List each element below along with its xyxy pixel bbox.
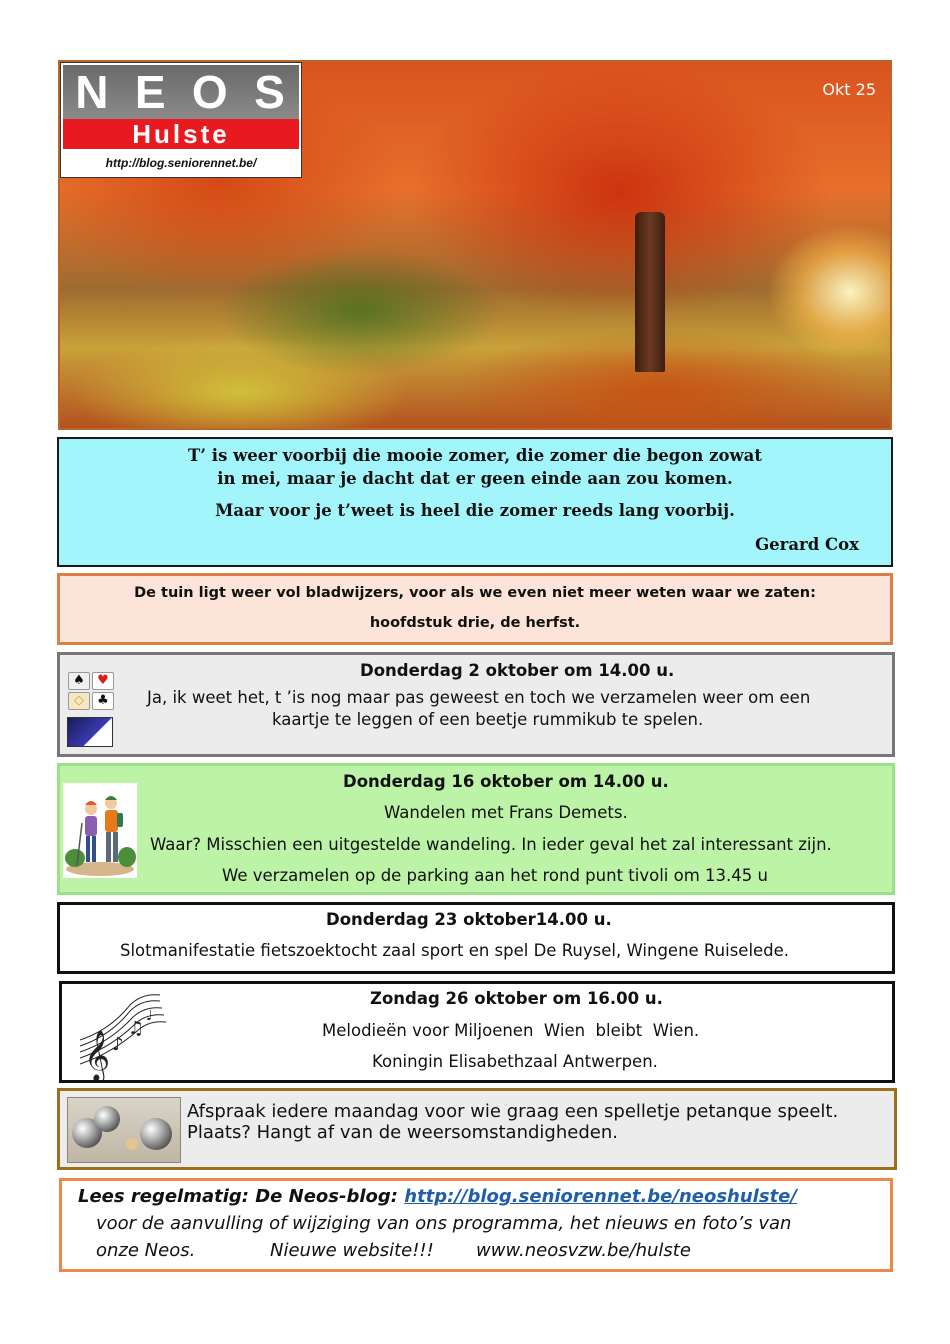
logo-hulste: Hulste xyxy=(63,119,299,149)
blog-line-1 xyxy=(78,1186,797,1207)
logo-neos-word xyxy=(63,65,299,119)
quote-box xyxy=(57,437,893,567)
rummikub-image xyxy=(67,717,113,747)
petanque-box xyxy=(57,1088,897,1170)
quote-line: T’ is weer voorbij die mooie zomer, die zomer die begon zowat xyxy=(188,446,762,465)
neos-logo xyxy=(60,62,302,178)
quote-author: Gerard Cox xyxy=(755,535,859,554)
event-line: We verzamelen op de parking aan het rond punt tivoli om 13.45 u xyxy=(222,866,768,885)
autumn-note-box xyxy=(57,573,893,645)
blog-line-2: voor de aanvulling of wijziging van ons programma, het nieuws en foto’s van xyxy=(96,1213,792,1234)
event-line: Koningin Elisabethzaal Antwerpen. xyxy=(372,1052,658,1071)
tree-trunk xyxy=(635,212,665,372)
logo-letter: E xyxy=(134,66,168,118)
event-line: Slotmanifestatie fietszoektocht zaal sport en spel De Ruysel, Wingene Ruiselede. xyxy=(120,941,790,960)
petanque-line: Afspraak iedere maandag voor wie graag een spelletje petanque speelt. xyxy=(187,1101,839,1122)
blog-line-3a: onze Neos. xyxy=(96,1240,196,1261)
event-line: Waar? Misschien een uitgestelde wandeling. In ieder geval het zal interessant zijn. xyxy=(150,835,832,854)
svg-text:♫: ♫ xyxy=(128,1018,145,1039)
blog-website[interactable]: www.neosvzw.be/hulste xyxy=(476,1240,691,1261)
blog-lead: Lees regelmatig: De Neos-blog: xyxy=(78,1186,405,1207)
spade-icon: ♠ xyxy=(68,672,90,690)
playing-cards-icon xyxy=(68,672,116,712)
svg-text:𝄞: 𝄞 xyxy=(84,1030,111,1080)
logo-letter: O xyxy=(191,66,230,118)
event-card-3 xyxy=(57,902,895,974)
quote-line: Maar voor je t’weet is heel die zomer reeds lang voorbij. xyxy=(215,501,735,520)
event-line: Melodieën voor Miljoenen Wien bleibt Wien. xyxy=(322,1021,700,1040)
blog-link[interactable]: http://blog.seniorennet.be/neoshulste/ xyxy=(404,1186,797,1207)
blog-line-3b: Nieuwe website!!! xyxy=(270,1240,434,1261)
event-line: kaartje te leggen of een beetje rummikub te spelen. xyxy=(272,710,704,729)
event-line: Ja, ik weet het, t ’is nog maar pas geweest en toch we verzamelen weer om een xyxy=(147,688,811,707)
header-banner xyxy=(58,60,892,430)
event-line: Wandelen met Frans Demets. xyxy=(384,803,628,822)
event-title: Donderdag 16 oktober om 14.00 u. xyxy=(343,772,669,791)
event-title: Donderdag 23 oktober14.00 u. xyxy=(326,910,612,929)
event-title: Donderdag 2 oktober om 14.00 u. xyxy=(360,661,675,680)
logo-letter: N xyxy=(75,66,111,118)
event-card-1 xyxy=(57,652,895,757)
month-label: Okt 25 xyxy=(822,80,876,99)
event-title: Zondag 26 oktober om 16.00 u. xyxy=(370,989,663,1008)
event-card-2 xyxy=(57,763,895,895)
petanque-line: Plaats? Hangt af van de weersomstandigheden. xyxy=(187,1122,618,1143)
quote-line: in mei, maar je dacht dat er geen einde aan zou komen. xyxy=(217,469,733,488)
blog-box xyxy=(59,1178,893,1272)
logo-letter: S xyxy=(254,66,287,118)
event-card-4 xyxy=(59,981,895,1083)
jack-icon xyxy=(126,1138,138,1150)
autumn-note-line: De tuin ligt weer vol bladwijzers, voor als we even niet meer weten waar we zaten: xyxy=(134,585,816,601)
hikers-illustration xyxy=(63,783,137,878)
autumn-note-line: hoofdstuk drie, de herfst. xyxy=(369,615,581,631)
logo-url[interactable]: http://blog.seniorennet.be/ xyxy=(105,156,257,170)
boule-icon xyxy=(140,1118,172,1150)
svg-text:♪: ♪ xyxy=(112,1034,124,1055)
music-notes-icon xyxy=(76,990,166,1080)
heart-icon: ♥ xyxy=(92,672,114,690)
diamond-icon: ◇ xyxy=(68,692,90,710)
petanque-balls-image xyxy=(67,1097,181,1163)
svg-text:♩: ♩ xyxy=(146,1008,153,1024)
club-icon: ♣ xyxy=(92,692,114,710)
boule-icon xyxy=(94,1106,120,1132)
